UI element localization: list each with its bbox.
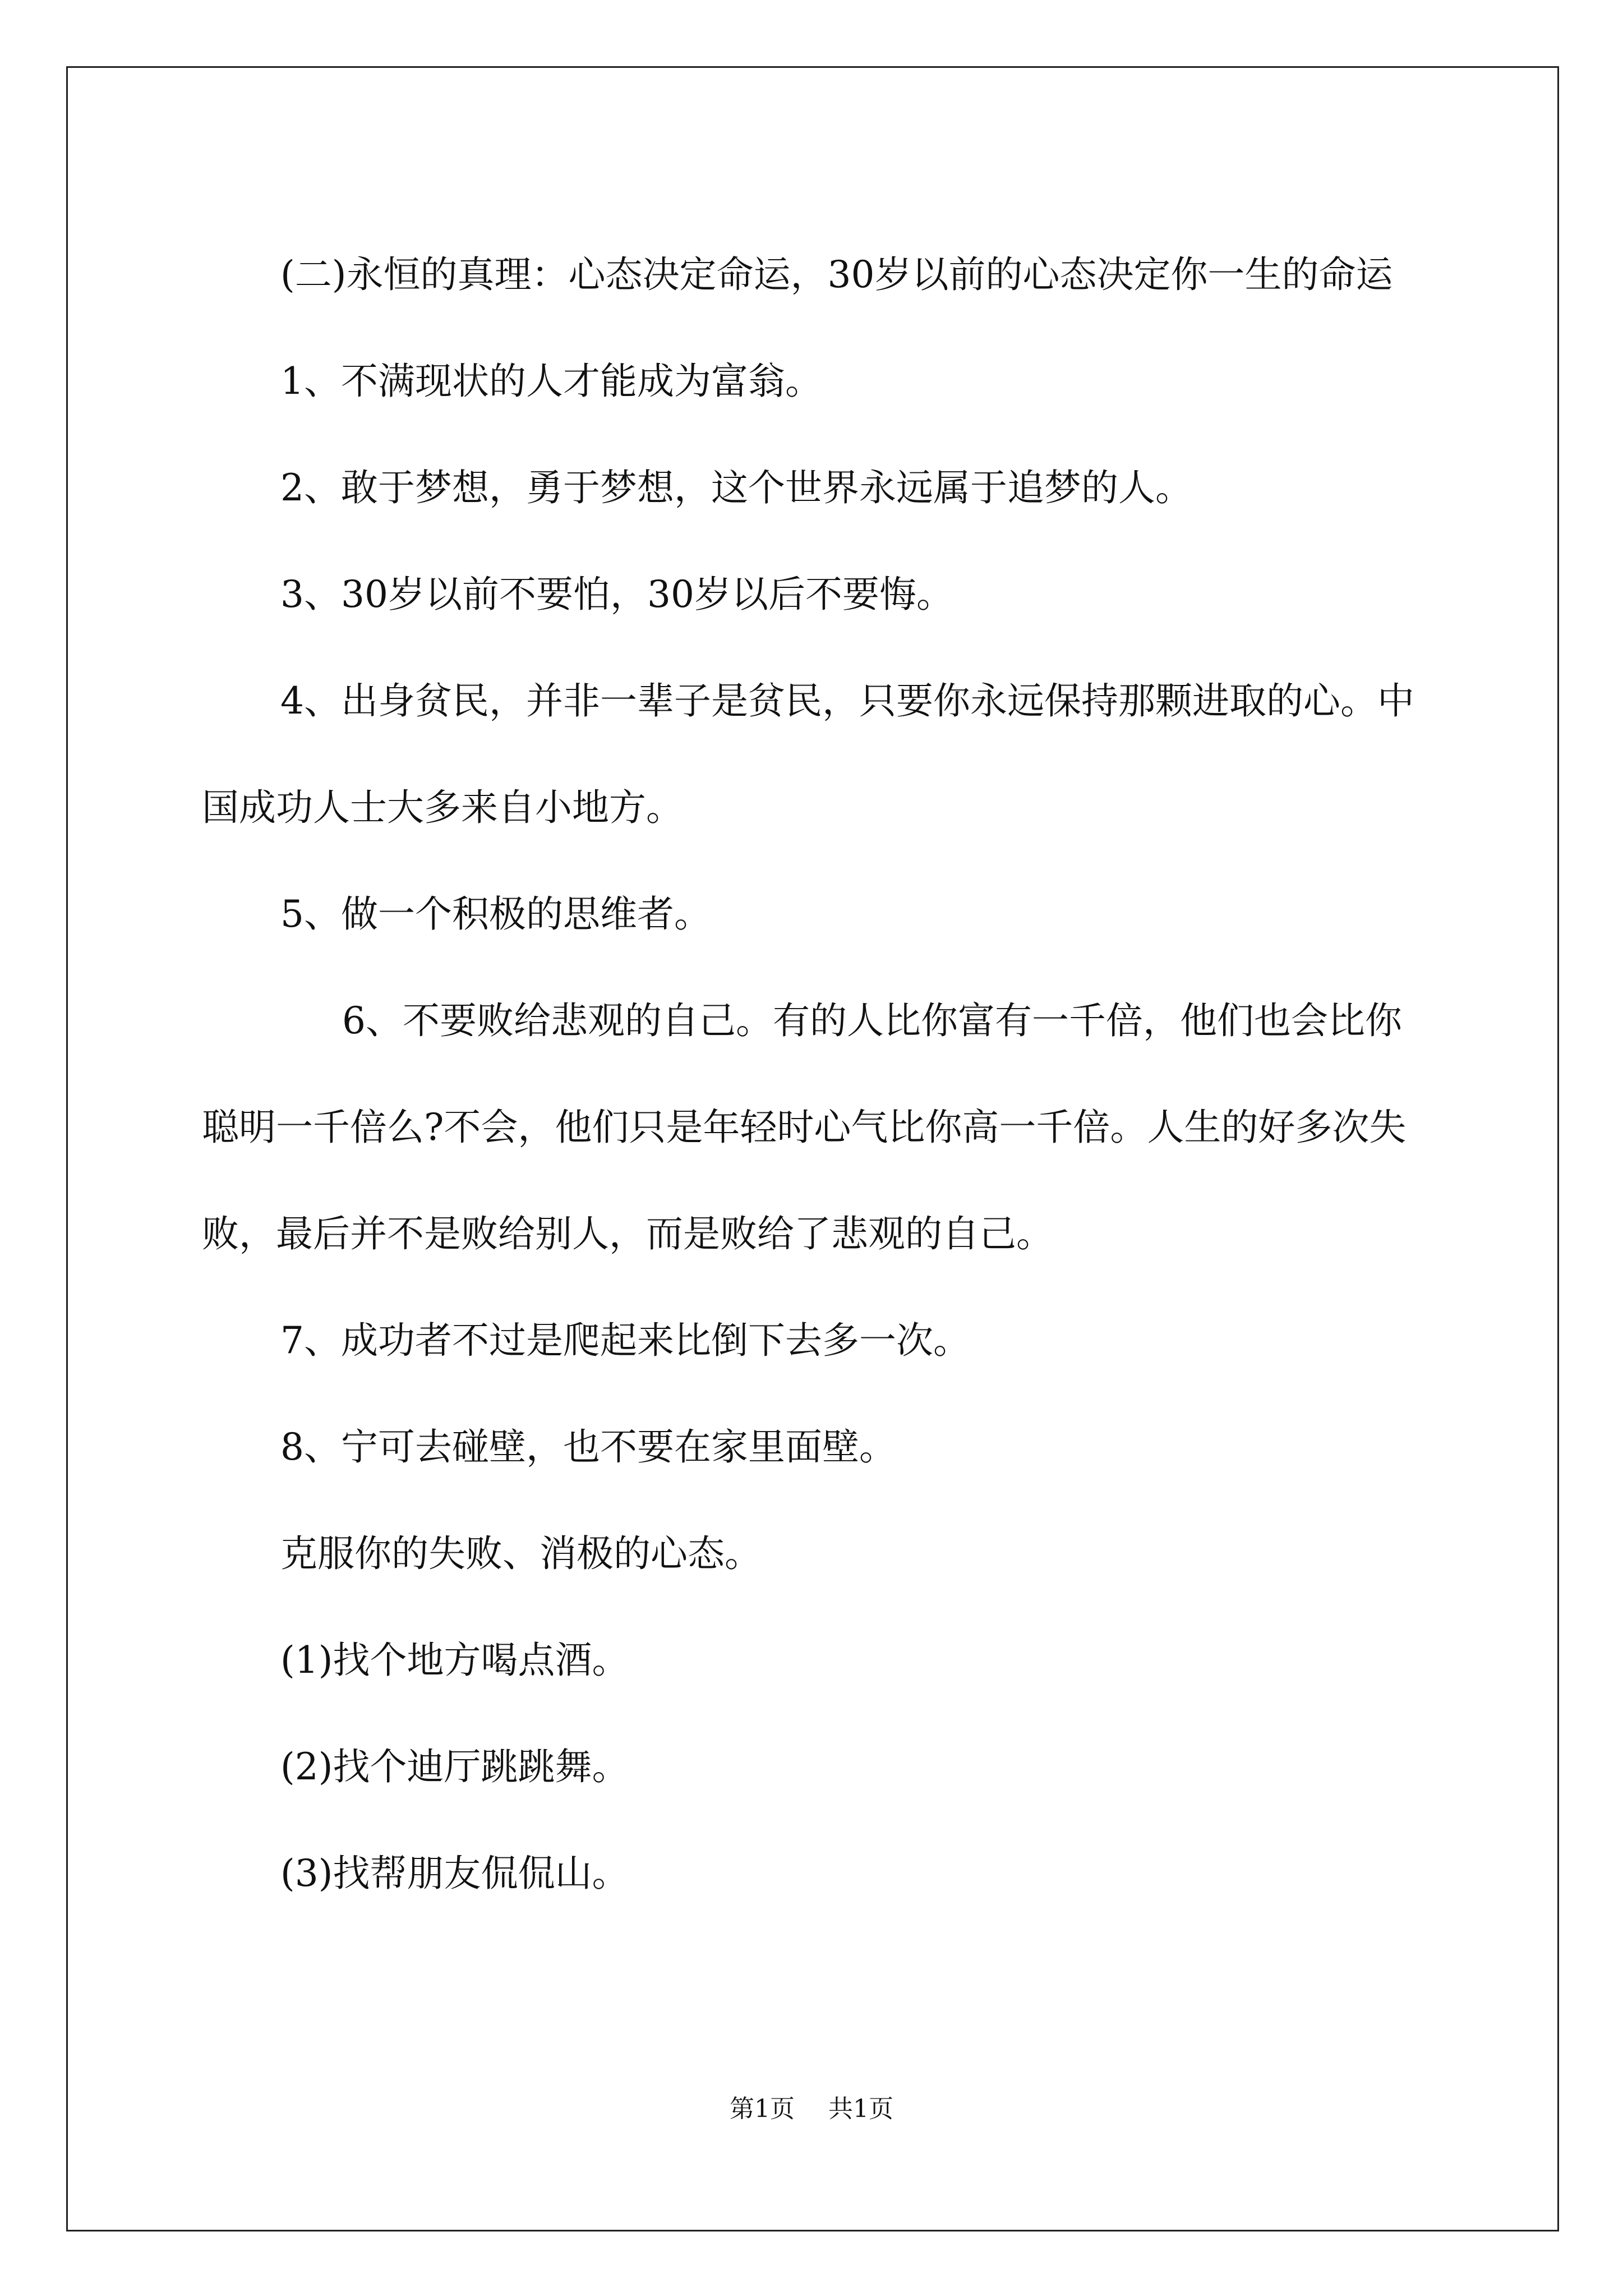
list-item: 4、出身贫民，并非一辈子是贫民，只要你永远保持那颗进取的心。中国成功人士大多来自小地方。 — [202, 679, 1414, 829]
list-item: 3、30岁以前不要怕，30岁以后不要悔。 — [280, 573, 953, 616]
body-paragraph: 克服你的失败、消极的心态。 — [280, 1532, 762, 1575]
sub-list-item: (2)找个迪厅跳跳舞。 — [280, 1745, 629, 1788]
page-number-total: 共1页 — [828, 2095, 893, 2123]
list-item: 2、敢于梦想，勇于梦想，这个世界永远属于追梦的人。 — [280, 466, 1192, 509]
list-item: 6、不要败给悲观的自己。有的人比你富有一千倍，他们也会比你聪明一千倍么?不会，他们只是年轻时心气比你高一千倍。人生的好多次失败，最后并不是败给别人，而是败给了悲观的自己。 — [202, 999, 1407, 1255]
list-item: 8、宁可去碰壁，也不要在家里面壁。 — [280, 1425, 896, 1469]
sub-list-item: (1)找个地方喝点酒。 — [280, 1639, 629, 1682]
page-number-current: 第1页 — [730, 2095, 795, 2123]
list-item: 5、做一个积极的思维者。 — [280, 892, 711, 936]
sub-list-item: (3)找帮朋友侃侃山。 — [280, 1852, 629, 1895]
section-heading: (二)永恒的真理：心态决定命运，30岁以前的心态决定你一生的命运 — [280, 253, 1393, 296]
list-item: 1、不满现状的人才能成为富翁。 — [280, 360, 822, 403]
list-item: 7、成功者不过是爬起来比倒下去多一次。 — [280, 1319, 970, 1362]
document-body — [202, 222, 1430, 1927]
page-footer — [0, 2092, 1623, 2126]
